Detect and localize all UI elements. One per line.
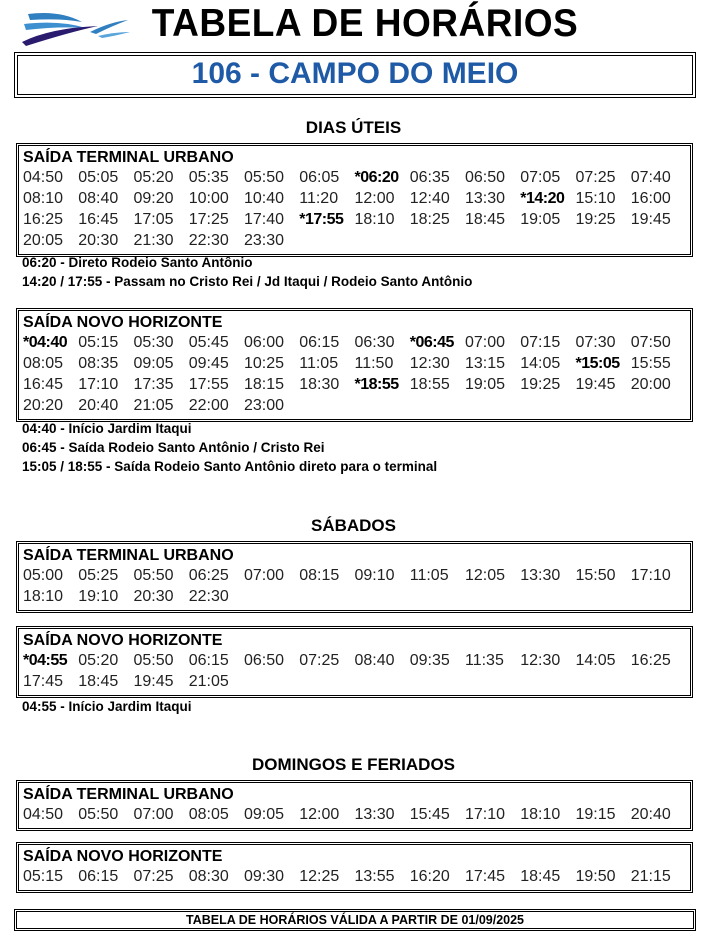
departure-time: 05:30 xyxy=(133,334,174,351)
departure-time: 08:35 xyxy=(78,355,119,372)
block-title: SAÍDA NOVO HORIZONTE xyxy=(23,632,223,649)
departure-time: 13:30 xyxy=(465,190,506,207)
schedule-note: 06:20 - Direto Rodeio Santo Antônio xyxy=(22,255,253,270)
departure-time: 11:50 xyxy=(354,355,394,372)
departure-time: 18:25 xyxy=(409,211,450,228)
departure-time: 13:30 xyxy=(354,806,395,823)
departure-time: 17:45 xyxy=(23,673,64,690)
departure-time: 06:05 xyxy=(299,169,340,186)
departure-time: 17:10 xyxy=(630,567,671,584)
departure-time: 15:45 xyxy=(409,806,450,823)
departure-time: 21:30 xyxy=(133,232,174,249)
departure-time: 09:05 xyxy=(133,355,174,372)
page-title: TABELA DE HORÁRIOS xyxy=(151,2,579,45)
departure-time: 14:05 xyxy=(520,355,561,372)
departure-time: 04:50 xyxy=(23,169,64,186)
departure-time: 13:30 xyxy=(520,567,561,584)
departure-time: 09:45 xyxy=(188,355,229,372)
departure-time: 20:20 xyxy=(23,397,64,414)
times-grid xyxy=(23,167,686,251)
departure-time: 05:15 xyxy=(78,334,119,351)
departure-time: 08:30 xyxy=(188,868,229,885)
departure-time: 11:20 xyxy=(299,190,339,207)
schedule-note: 06:45 - Saída Rodeio Santo Antônio / Cristo Rei xyxy=(22,440,325,455)
schedule-note: 15:05 / 18:55 - Saída Rodeio Santo Antônio direto para o terminal xyxy=(22,459,438,474)
schedule-block xyxy=(16,143,693,257)
departure-time-highlighted: *06:20 xyxy=(354,169,399,186)
departure-time-highlighted: *15:05 xyxy=(575,355,620,372)
departure-time: 17:45 xyxy=(465,868,506,885)
departure-time: 19:15 xyxy=(575,806,616,823)
departure-time: 21:05 xyxy=(133,397,174,414)
departure-time: 15:50 xyxy=(575,567,616,584)
block-title: SAÍDA NOVO HORIZONTE xyxy=(23,848,223,865)
departure-time: 17:10 xyxy=(78,376,119,393)
departure-time: 12:25 xyxy=(299,868,340,885)
departure-time: 19:45 xyxy=(575,376,616,393)
notes xyxy=(22,253,472,291)
departure-time: 19:25 xyxy=(520,376,561,393)
departure-time: 09:20 xyxy=(133,190,174,207)
departure-time: 22:00 xyxy=(188,397,229,414)
section-heading-weekdays: DIAS ÚTEIS xyxy=(305,118,402,137)
departure-time: 06:50 xyxy=(465,169,506,186)
departure-time: 16:25 xyxy=(23,211,64,228)
departure-time: 08:05 xyxy=(23,355,64,372)
departure-time: 20:30 xyxy=(133,588,174,605)
departure-time: 20:40 xyxy=(630,806,671,823)
departure-time: 17:40 xyxy=(244,211,285,228)
departure-time: 06:30 xyxy=(354,334,395,351)
departure-time: 20:30 xyxy=(78,232,119,249)
departure-time: 08:40 xyxy=(354,652,395,669)
departure-time: 07:00 xyxy=(133,806,174,823)
departure-time: 07:00 xyxy=(465,334,506,351)
block-title: SAÍDA TERMINAL URBANO xyxy=(23,149,234,166)
departure-time: 06:50 xyxy=(244,652,285,669)
times-grid xyxy=(23,332,686,416)
departure-time: 07:25 xyxy=(299,652,340,669)
departure-time-highlighted: *14:20 xyxy=(520,190,565,207)
departure-time: 19:50 xyxy=(575,868,616,885)
departure-time: 16:00 xyxy=(630,190,671,207)
notes xyxy=(22,419,437,476)
departure-time: 18:10 xyxy=(520,806,561,823)
schedule-block xyxy=(16,541,693,613)
times-grid xyxy=(23,804,686,825)
departure-time-highlighted: *04:55 xyxy=(23,652,68,669)
departure-time: 07:40 xyxy=(630,169,671,186)
departure-time: 09:05 xyxy=(244,806,285,823)
departure-time: 18:45 xyxy=(465,211,506,228)
departure-time: 08:10 xyxy=(23,190,64,207)
departure-time: 18:10 xyxy=(354,211,395,228)
departure-time: 06:35 xyxy=(409,169,450,186)
departure-time: 05:50 xyxy=(78,806,119,823)
departure-time-highlighted: *04:40 xyxy=(23,334,68,351)
departure-time: 23:30 xyxy=(244,232,285,249)
schedule-block xyxy=(16,626,693,698)
departure-time: 18:55 xyxy=(409,376,450,393)
departure-time: 16:45 xyxy=(78,211,119,228)
departure-time: 06:00 xyxy=(244,334,285,351)
departure-time: 06:15 xyxy=(78,868,119,885)
departure-time: 18:30 xyxy=(299,376,340,393)
departure-time: 09:30 xyxy=(244,868,285,885)
departure-time: 18:45 xyxy=(78,673,119,690)
departure-time: 05:00 xyxy=(23,567,64,584)
schedule-note: 04:55 - Início Jardim Itaqui xyxy=(22,699,192,714)
departure-time: 13:15 xyxy=(465,355,506,372)
departure-time: 07:30 xyxy=(575,334,616,351)
route-title: 106 - CAMPO DO MEIO xyxy=(14,52,696,98)
departure-time-highlighted: *17:55 xyxy=(299,211,344,228)
departure-time: 19:10 xyxy=(78,588,119,605)
departure-time: 18:15 xyxy=(244,376,285,393)
departure-time: 09:35 xyxy=(409,652,450,669)
departure-time: 15:55 xyxy=(630,355,671,372)
departure-time: 05:50 xyxy=(133,567,174,584)
departure-time: 05:35 xyxy=(188,169,229,186)
departure-time: 15:10 xyxy=(575,190,616,207)
departure-time: 20:40 xyxy=(78,397,119,414)
schedule-block xyxy=(16,842,693,893)
departure-time: 12:00 xyxy=(299,806,340,823)
departure-time: 17:05 xyxy=(133,211,174,228)
schedule-block xyxy=(16,308,693,422)
departure-time: 05:50 xyxy=(244,169,285,186)
times-grid xyxy=(23,565,686,607)
departure-time: 06:25 xyxy=(188,567,229,584)
schedule-block xyxy=(16,780,693,831)
departure-time: 10:40 xyxy=(244,190,285,207)
departure-time: 05:20 xyxy=(133,169,174,186)
block-title: SAÍDA TERMINAL URBANO xyxy=(23,547,234,564)
departure-time-highlighted: *18:55 xyxy=(354,376,399,393)
departure-time: 05:50 xyxy=(133,652,174,669)
departure-time: 07:00 xyxy=(244,567,285,584)
departure-time: 17:55 xyxy=(188,376,229,393)
departure-time: 07:05 xyxy=(520,169,561,186)
departure-time: 04:50 xyxy=(23,806,64,823)
departure-time: 23:00 xyxy=(244,397,285,414)
departure-time: 05:25 xyxy=(78,567,119,584)
departure-time: 13:55 xyxy=(354,868,395,885)
departure-time: 19:05 xyxy=(520,211,561,228)
block-title: SAÍDA NOVO HORIZONTE xyxy=(23,314,223,331)
departure-time: 07:25 xyxy=(575,169,616,186)
departure-time: 11:05 xyxy=(409,567,449,584)
departure-time: 11:35 xyxy=(465,652,504,669)
departure-time: 17:10 xyxy=(465,806,506,823)
departure-time: 05:45 xyxy=(188,334,229,351)
departure-time: 06:15 xyxy=(188,652,229,669)
times-grid xyxy=(23,866,686,887)
departure-time: 09:10 xyxy=(354,567,395,584)
departure-time: 16:20 xyxy=(409,868,450,885)
departure-time: 19:25 xyxy=(575,211,616,228)
validity-footer: TABELA DE HORÁRIOS VÁLIDA A PARTIR DE 01/09/2025 xyxy=(14,909,696,931)
departure-time: 08:05 xyxy=(188,806,229,823)
departure-time: 10:00 xyxy=(188,190,229,207)
departure-time: 07:50 xyxy=(630,334,671,351)
departure-time: 05:15 xyxy=(23,868,64,885)
departure-time: 10:25 xyxy=(244,355,285,372)
departure-time: 07:25 xyxy=(133,868,174,885)
departure-time: 08:15 xyxy=(299,567,340,584)
company-logo xyxy=(20,8,132,46)
departure-time: 22:30 xyxy=(188,588,229,605)
departure-time: 14:05 xyxy=(575,652,616,669)
section-heading-saturdays: SÁBADOS xyxy=(310,516,396,535)
departure-time: 19:05 xyxy=(465,376,506,393)
departure-time: 12:30 xyxy=(520,652,561,669)
departure-time: 22:30 xyxy=(188,232,229,249)
times-grid xyxy=(23,650,686,692)
departure-time: 18:45 xyxy=(520,868,561,885)
departure-time: 05:20 xyxy=(78,652,119,669)
departure-time: 21:05 xyxy=(188,673,229,690)
notes xyxy=(22,697,192,716)
block-title: SAÍDA TERMINAL URBANO xyxy=(23,786,234,803)
schedule-note: 14:20 / 17:55 - Passam no Cristo Rei / Jd Itaqui / Rodeio Santo Antônio xyxy=(22,274,473,289)
departure-time: 12:00 xyxy=(354,190,395,207)
departure-time: 20:05 xyxy=(23,232,64,249)
departure-time: 19:45 xyxy=(630,211,671,228)
departure-time: 17:35 xyxy=(133,376,174,393)
departure-time: 11:05 xyxy=(299,355,339,372)
departure-time: 16:25 xyxy=(630,652,671,669)
section-heading-sundays-holidays: DOMINGOS E FERIADOS xyxy=(251,755,456,774)
departure-time: 21:15 xyxy=(630,868,671,885)
departure-time: 18:10 xyxy=(23,588,64,605)
schedule-note: 04:40 - Início Jardim Itaqui xyxy=(22,421,192,436)
departure-time: 20:00 xyxy=(630,376,671,393)
departure-time: 07:15 xyxy=(520,334,561,351)
departure-time: 16:45 xyxy=(23,376,64,393)
departure-time: 08:40 xyxy=(78,190,119,207)
departure-time: 12:30 xyxy=(409,355,450,372)
departure-time-highlighted: *06:45 xyxy=(409,334,454,351)
departure-time: 12:05 xyxy=(465,567,506,584)
departure-time: 05:05 xyxy=(78,169,119,186)
departure-time: 19:45 xyxy=(133,673,174,690)
departure-time: 06:15 xyxy=(299,334,340,351)
departure-time: 17:25 xyxy=(188,211,229,228)
departure-time: 12:40 xyxy=(409,190,450,207)
